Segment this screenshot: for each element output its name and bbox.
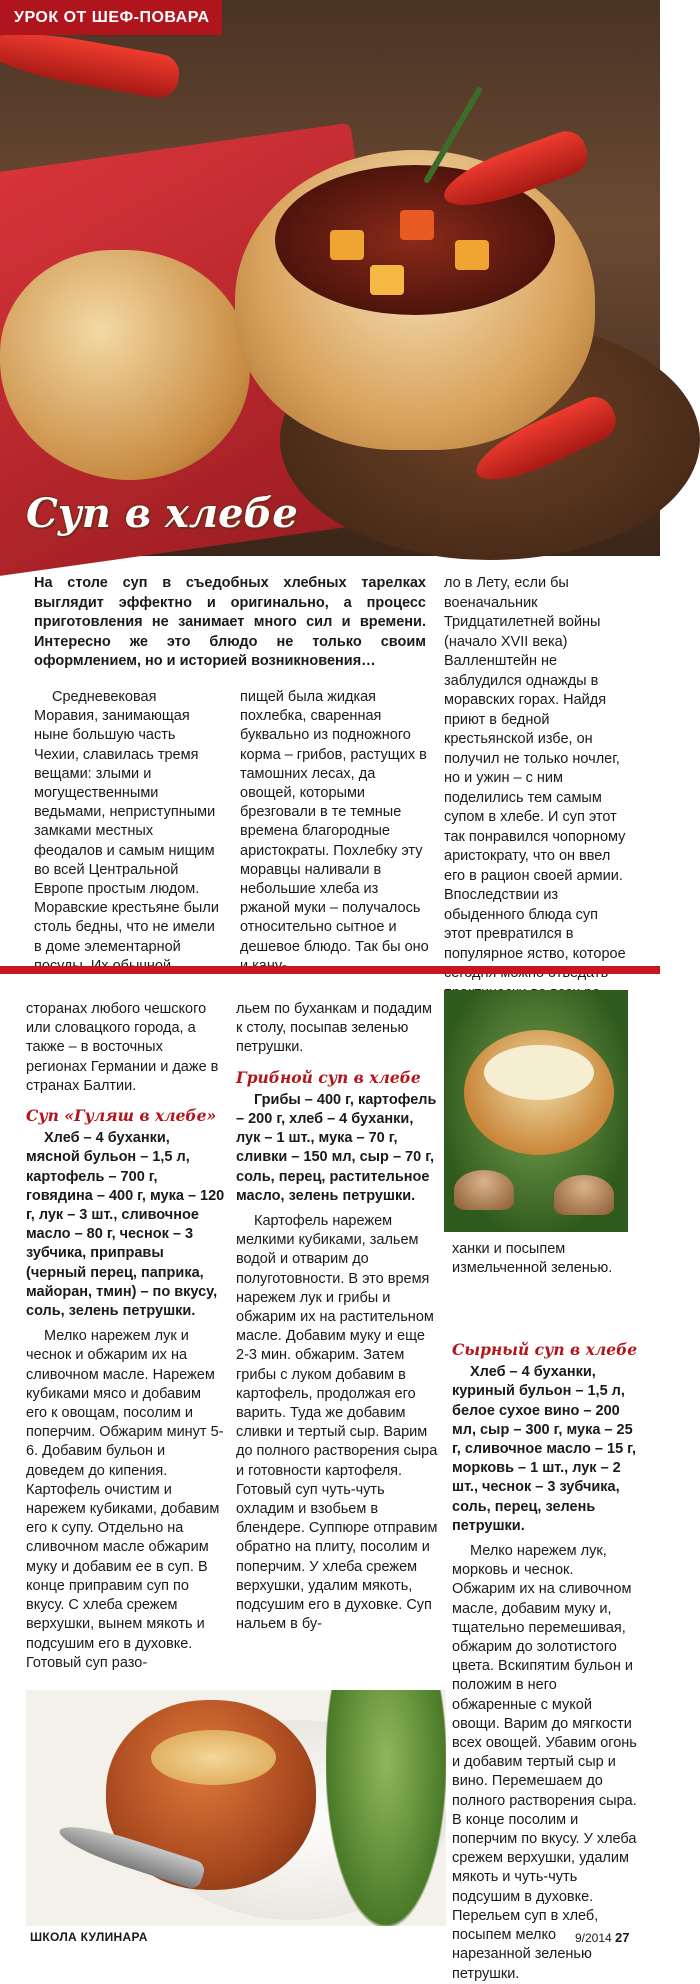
soup-filling xyxy=(151,1730,276,1785)
continuation-text: сторанах любого чешского или словацкого города, а также – в восточных регионах Германии и даже в странах Балтии. xyxy=(26,1001,219,1094)
magazine-name: ШКОЛА КУЛИНАРА xyxy=(30,1930,148,1944)
page-number: 27 xyxy=(615,1930,630,1945)
herb-leaves xyxy=(326,1690,446,1926)
potato-chunk xyxy=(455,240,489,270)
recipe-title: Суп «Гуляш в хлебе» xyxy=(26,1106,217,1126)
history-column-1 xyxy=(34,688,220,976)
history-column-3 xyxy=(444,574,628,1003)
recipe-method: Мелко нарежем лук и чеснок и обжарим их на сливочном масле. Нарежем кубиками мясо и добавим его к овощам, посолим и поперчим. Обжарим минут 5-6. Добавим бульон и доведем до кипения. Картофель очистим и нарежем кубиками, добавим его к супу. Отдельно на сливочном масле обжарим муку и добавим ее в суп. В конце приправим суп по вкусу. С хлеба срежем верхушки, вынем мякоть и подсушим его в духовке. Готовый суп разо- xyxy=(26,1328,224,1671)
cream-soup xyxy=(484,1045,594,1100)
section-tag: УРОК ОТ ШЕФ-ПОВАРА xyxy=(0,0,222,35)
recipe-column-2 xyxy=(236,1000,440,1635)
history-paragraph: пищей была жидкая похлебка, сваренная буквально из подножного корма – грибов, растущих в тамошних лесах, да овощей, которыми брезговали в те темные времена благородные аристократы. Похлебку эту моравцы наливали в небольшие хлеба из ржаной муки – получалось относительно сытное и дешевое блюдо. Так бы оно xyxy=(240,689,429,955)
hero-photo xyxy=(0,0,660,556)
pepper-chunk xyxy=(400,210,434,240)
recipe-method-end: льем по буханкам и подадим к столу, посыпав зеленью петрушки. xyxy=(236,1001,432,1056)
recipe-method: Мелко нарежем лук, морковь и чеснок. Обжарим их на сливочном масле, добавим муку и, тщательно перемешивая, обжарим до золотистого цвета. Вскипятим бульон и положим в него обжаренные с мукой овощи. Варим до мягкости всех овощей. Убавим огонь и добавим тертый сыр и вино. Перемешаем до полного растворения сыра. В конце посолим и поперчим по вкусу. У хлеба срежем верхушки, удалим мякоть и чуть-чуть подсушим в духовке. Перельем суп в хлеб, посыпем мелко нарезанной зеленью петрушки. xyxy=(452,1543,637,1982)
recipe-ingredients: Грибы – 400 г, картофель – 200 г, хлеб – 4 буханки, лук – 1 шт., мука – 70 г, сливки – 150 мл, сыр – 70 г, соль, перец, растительное масло, зелень петрушки. xyxy=(236,1091,437,1204)
recipe-title: Грибной суп в хлебе xyxy=(236,1067,421,1087)
cheese-soup-photo xyxy=(26,1690,446,1926)
page-info xyxy=(575,1930,630,1945)
recipe-method: Картофель нарежем мелкими кубиками, зальем водой и отварим до полуготовности. В это время нарежем лук и грибы и обжарим их на растительном масле. Добавим муку и еще 2-3 мин. обжарим. Затем грибы с луком добавим в картофель, продолжая его варить. Туда же добавим сливки и тертый сыр. Варим до полного растворения сыра и готовности картофеля. Готовый суп чуть-чуть охладим и взобьем в блендере. Суппюре отправим обратно на плиту, посолим и поперчим. У хлеба срежем верхушки, удалим мякоть, подсушим его в духовке. Суп нальем в бу- xyxy=(236,1213,438,1633)
history-paragraph: Средневековая Моравия, занимающая ныне большую часть Чехии, славилась тремя вещами: злыми и могущественными ведьмами, неприступными замками местных феодалов и самым нищим во всей Центральной Европе простым людом. Моравские крестьяне были столь бедны, что не имели в доме элементарной xyxy=(34,689,219,955)
recipe-ingredients: Хлеб – 4 буханки, мясной бульон – 1,5 л, картофель – 700 г, говядина – 400 г, мука – 120 г, лук – 3 шт., сливочное масло – 80 г, чеснок – 3 зубчика, приправы (черный перец, паприка, майоран, тмин) – по вкусу, соль, зелень петрушки. xyxy=(26,1130,225,1320)
mushroom-soup-photo xyxy=(444,990,628,1232)
page-divider xyxy=(0,966,660,974)
recipe-column-1 xyxy=(26,1000,226,1673)
article-title: Суп в хлебе xyxy=(26,490,298,537)
lead-paragraph: На столе суп в съедобных хлебных тарелках выглядит эффектно и оригинально, а процесс приготовления не занимает много сил и времени. Интересно же это блюдо не только своим оформлением, но и историей возникновения… xyxy=(34,575,426,669)
mushroom-end-column xyxy=(452,1240,638,1278)
recipe-column-3 xyxy=(452,1340,638,1984)
history-text: ло в Лету, если бы военачальник Тридцатилетней войны (начало XVII века) Валленштейн не заблудился однажды в моравских горах. Найдя приют в бедной крестьянской избе, он получил не только ночлег, но и ужин – с ним поделились тем самым супом в хлебе. И суп этот так понравился чопорному аристократу, что он ввел его в рацион своей армии. Впоследствии из обыденного блюда суп этот превратился в популярное яство, которое xyxy=(444,575,626,962)
history-column-2 xyxy=(240,688,430,976)
recipe-method-end: ханки и посыпем измельченной зеленью. xyxy=(452,1241,613,1277)
mushroom xyxy=(454,1170,514,1210)
issue-number: 9/2014 xyxy=(575,1931,612,1945)
potato-chunk xyxy=(330,230,364,260)
potato-chunk xyxy=(370,265,404,295)
mushroom xyxy=(554,1175,614,1215)
recipe-ingredients: Хлеб – 4 буханки, куриный бульон – 1,5 л, белое сухое вино – 200 мл, сыр – 300 г, мука – 25 г, сливочное масло – 15 г, морковь – 1 шт., лук – 2 шт., чеснок – 3 зубчика, соль, перец, зелень петрушки. xyxy=(452,1364,636,1534)
recipe-title: Сырный суп в хлебе xyxy=(452,1340,638,1359)
